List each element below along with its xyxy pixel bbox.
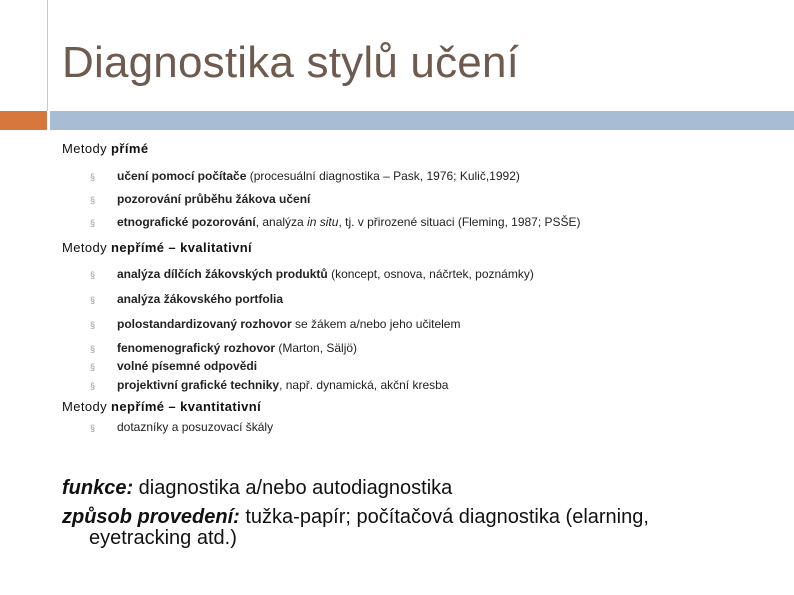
- section-heading-direct: [62, 141, 148, 156]
- item-text: , tj. v přirozené situaci (Fleming, 1987; PSŠE): [338, 215, 581, 229]
- item-bold: polostandardizovaný rozhovor: [117, 317, 292, 331]
- list-item: [90, 192, 310, 206]
- bullet-icon: §: [90, 381, 96, 391]
- bullet-icon: §: [90, 344, 96, 354]
- section-heading-indirect-qualitative: [62, 240, 252, 255]
- footer-text: diagnostika a/nebo autodiagnostika: [133, 477, 453, 499]
- section-heading-bold: přímé: [111, 141, 149, 156]
- bullet-icon: §: [90, 423, 96, 433]
- bullet-icon: §: [90, 362, 96, 372]
- list-item: [90, 378, 448, 392]
- item-bold: projektivní grafické techniky: [117, 378, 280, 392]
- section-heading-bold: nepřímé – kvalitativní: [111, 240, 253, 255]
- bullet-icon: §: [90, 320, 96, 330]
- title-divider: [47, 0, 48, 111]
- bullet-icon: §: [90, 270, 96, 280]
- accent-bar-orange: [0, 111, 47, 130]
- item-bold: pozorování průběhu žákova učení: [117, 192, 311, 206]
- item-bold: etnografické pozorování: [117, 215, 256, 229]
- footer-method: [62, 506, 649, 529]
- item-text: , např. dynamická, akční kresba: [279, 378, 449, 392]
- item-text: (procesuální diagnostika – Pask, 1976; Kulič,1992): [246, 169, 520, 183]
- section-heading-prefix: Metody: [62, 141, 112, 156]
- section-heading-prefix: Metody: [62, 240, 112, 255]
- footer-label: funkce:: [62, 477, 134, 499]
- item-text: se žákem a/nebo jeho učitelem: [291, 317, 461, 331]
- list-item: [90, 359, 257, 373]
- accent-bar-blue: [50, 111, 794, 130]
- item-text: (koncept, osnova, náčrtek, poznámky): [327, 267, 534, 281]
- bullet-icon: §: [90, 195, 96, 205]
- section-heading-bold: nepřímé – kvantitativní: [111, 399, 262, 414]
- item-bold: volné písemné odpovědi: [117, 359, 258, 373]
- slide-title: Diagnostika stylů učení: [62, 38, 520, 87]
- item-italic: in situ: [307, 215, 339, 229]
- item-text: (Marton, Säljö): [275, 341, 358, 355]
- bullet-icon: §: [90, 218, 96, 228]
- section-heading-indirect-quantitative: [62, 399, 261, 414]
- list-item: [90, 341, 357, 355]
- bullet-icon: §: [90, 172, 96, 182]
- list-item: [90, 169, 520, 183]
- footer-text: eyetracking atd.): [89, 527, 237, 549]
- section-heading-prefix: Metody: [62, 399, 112, 414]
- list-item: [90, 267, 534, 281]
- footer-function: [62, 477, 452, 500]
- item-bold: učení pomocí počítače: [117, 169, 247, 183]
- item-bold: analýza dílčích žákovských produktů: [117, 267, 328, 281]
- footer-label: způsob provedení:: [62, 506, 240, 528]
- list-item: [90, 420, 273, 434]
- footer-text: tužka-papír; počítačová diagnostika (elarning,: [239, 506, 649, 528]
- list-item: [90, 292, 283, 306]
- item-text: , analýza: [255, 215, 308, 229]
- item-bold: analýza žákovského portfolia: [117, 292, 284, 306]
- footer-method-continued: [89, 527, 237, 550]
- bullet-icon: §: [90, 295, 96, 305]
- item-text: dotazníky a posuzovací škály: [117, 420, 274, 434]
- item-bold: fenomenografický rozhovor: [117, 341, 276, 355]
- list-item: [90, 215, 581, 229]
- list-item: [90, 317, 460, 331]
